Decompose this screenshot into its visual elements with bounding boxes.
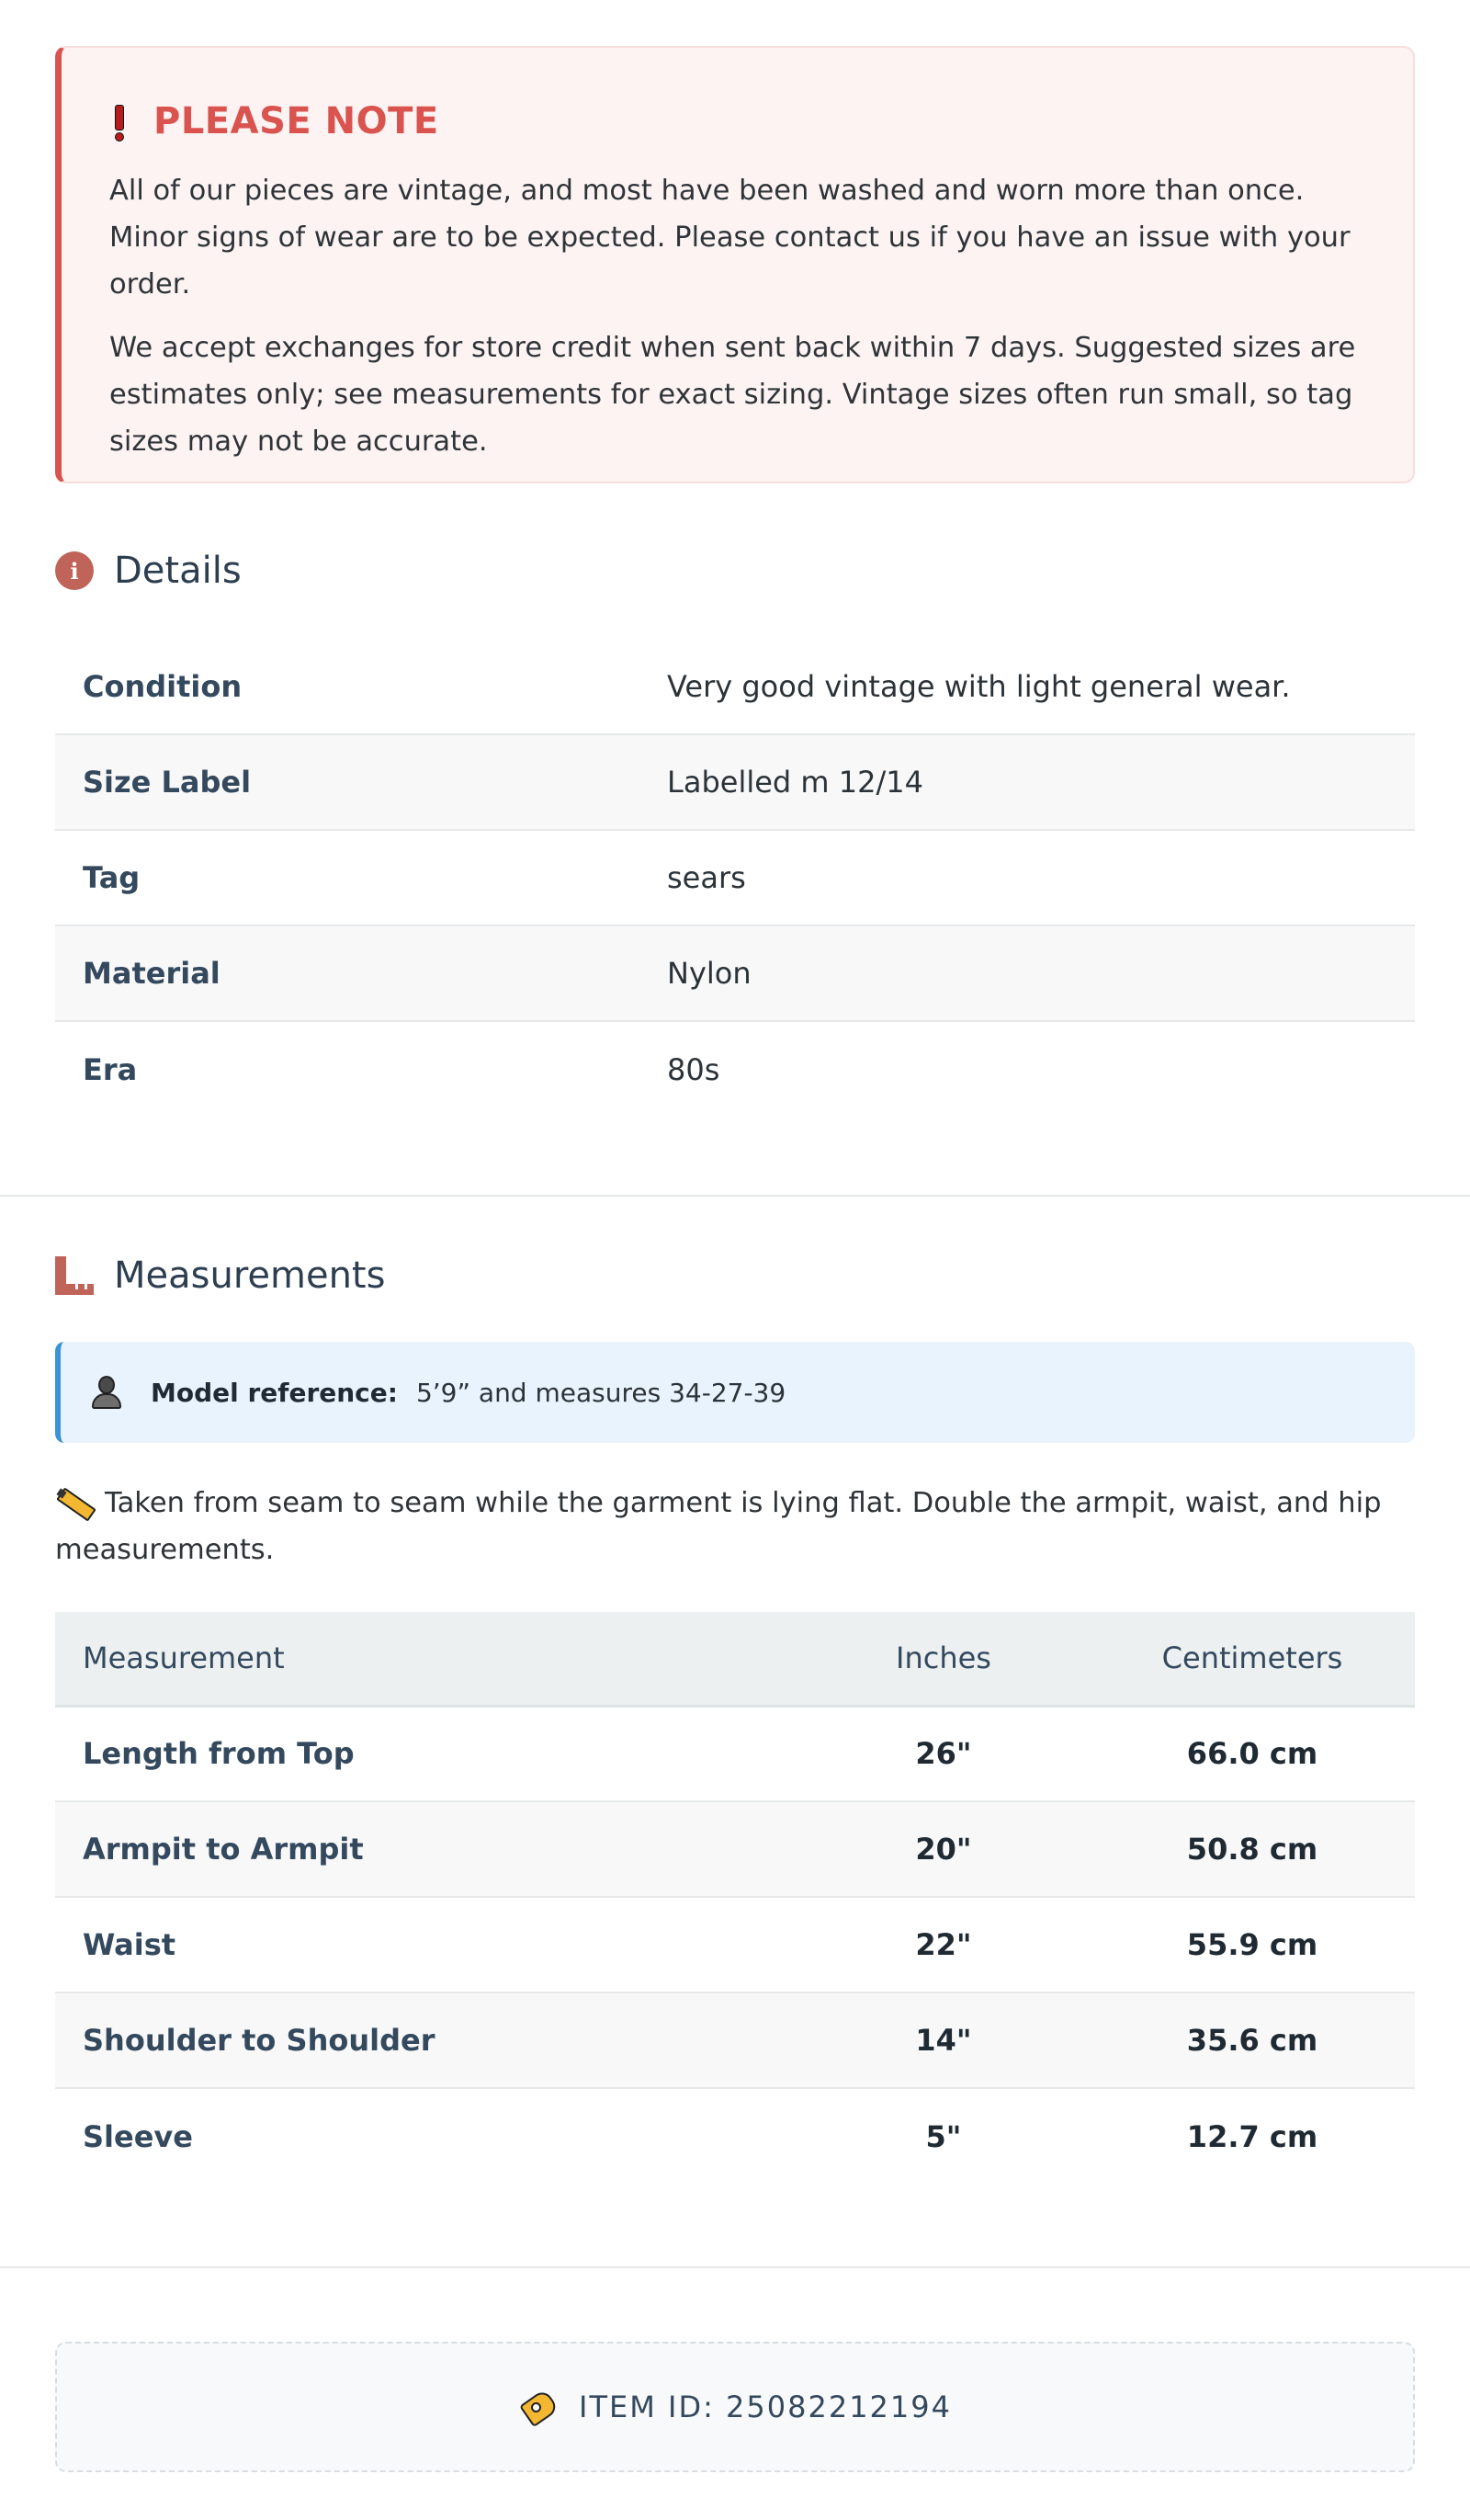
detail-value: Nylon xyxy=(667,925,1415,1021)
measurement-name: Armpit to Armpit xyxy=(55,1801,797,1897)
measurements-heading xyxy=(55,1252,1415,1300)
table-header-row xyxy=(55,1612,1415,1706)
info-icon: i xyxy=(55,551,94,590)
detail-label: Material xyxy=(55,925,667,1021)
exclamation-icon xyxy=(113,103,124,140)
measurement-name: Shoulder to Shoulder xyxy=(55,1992,797,2088)
table-row xyxy=(55,1021,1415,1117)
item-id-box xyxy=(55,2342,1415,2472)
notice-box xyxy=(55,46,1415,483)
table-row xyxy=(55,925,1415,1021)
table-row xyxy=(55,1897,1415,1992)
measurement-table-wrap xyxy=(55,1612,1415,2184)
detail-label: Era xyxy=(83,1051,138,1087)
table-row xyxy=(55,1801,1415,1897)
details-title: Details xyxy=(114,550,242,592)
notice-title-text: PLEASE NOTE xyxy=(153,100,439,142)
measurement-name: Waist xyxy=(55,1897,797,1992)
measurement-note xyxy=(55,1480,1415,1573)
model-reference-text: 5’9” and measures 34-27-39 xyxy=(415,1377,786,1408)
person-bust-icon xyxy=(92,1376,121,1409)
table-row xyxy=(55,734,1415,830)
measurement-inches: 20" xyxy=(797,1801,1090,1897)
measurement-cm: 55.9 cm xyxy=(1090,1897,1415,1992)
ruler-icon xyxy=(55,1256,94,1295)
detail-label: Size Label xyxy=(55,734,667,830)
measurement-inches: 26" xyxy=(797,1706,1090,1801)
measurement-inches: 14" xyxy=(797,1992,1090,2088)
notice-title xyxy=(109,100,1365,142)
detail-value: Very good vintage with light general wear. xyxy=(667,639,1415,734)
details-table-wrap xyxy=(55,639,1415,1117)
measurement-cm: 35.6 cm xyxy=(1090,1992,1415,2088)
section-divider xyxy=(0,2266,1470,2268)
column-header-inches: Inches xyxy=(797,1612,1090,1706)
table-row xyxy=(55,639,1415,734)
notice-paragraph-2: We accept exchanges for store credit when sent back within 7 days. Suggested sizes are estimates only; see measurements for exact sizing. Vintage sizes often run small, so tag sizes may not be accurate. xyxy=(109,332,1356,458)
detail-value: Labelled m 12/14 xyxy=(667,734,1415,830)
detail-value: 80s xyxy=(667,1051,720,1087)
measurement-table xyxy=(55,1612,1415,2184)
model-reference-label: Model reference: xyxy=(151,1377,398,1408)
measurement-cm: 66.0 cm xyxy=(1090,1706,1415,1801)
measurement-inches: 5" xyxy=(925,2118,962,2154)
measurement-name: Length from Top xyxy=(55,1706,797,1801)
measurement-cm: 12.7 cm xyxy=(1186,2118,1318,2154)
column-header-centimeters: Centimeters xyxy=(1090,1612,1415,1706)
measurements-title: Measurements xyxy=(114,1254,386,1297)
detail-label: Condition xyxy=(55,639,667,734)
table-row xyxy=(55,2088,1415,2184)
table-row xyxy=(55,1992,1415,2088)
tag-icon xyxy=(518,2391,559,2423)
detail-label: Tag xyxy=(55,830,667,925)
measurement-name: Sleeve xyxy=(83,2118,193,2154)
details-heading xyxy=(55,547,1415,595)
measurement-note-text: Taken from seam to seam while the garment is lying flat. Double the armpit, waist, and hip measurements. xyxy=(55,1487,1382,1566)
details-table xyxy=(55,639,1415,1117)
column-header-measurement: Measurement xyxy=(55,1612,797,1706)
table-row xyxy=(55,830,1415,925)
pencil-icon xyxy=(55,1488,92,1514)
table-row xyxy=(55,1706,1415,1801)
model-reference-box xyxy=(55,1342,1415,1443)
measurement-cm: 50.8 cm xyxy=(1090,1801,1415,1897)
detail-value: sears xyxy=(667,830,1415,925)
notice-paragraph-1: All of our pieces are vintage, and most have been washed and worn more than once. Minor signs of wear are to be expected. Please contact us if you have an issue with your order. xyxy=(109,175,1351,301)
item-id-text: ITEM ID: 25082212194 xyxy=(579,2389,952,2424)
measurement-inches: 22" xyxy=(797,1897,1090,1992)
section-divider xyxy=(0,1195,1470,1197)
